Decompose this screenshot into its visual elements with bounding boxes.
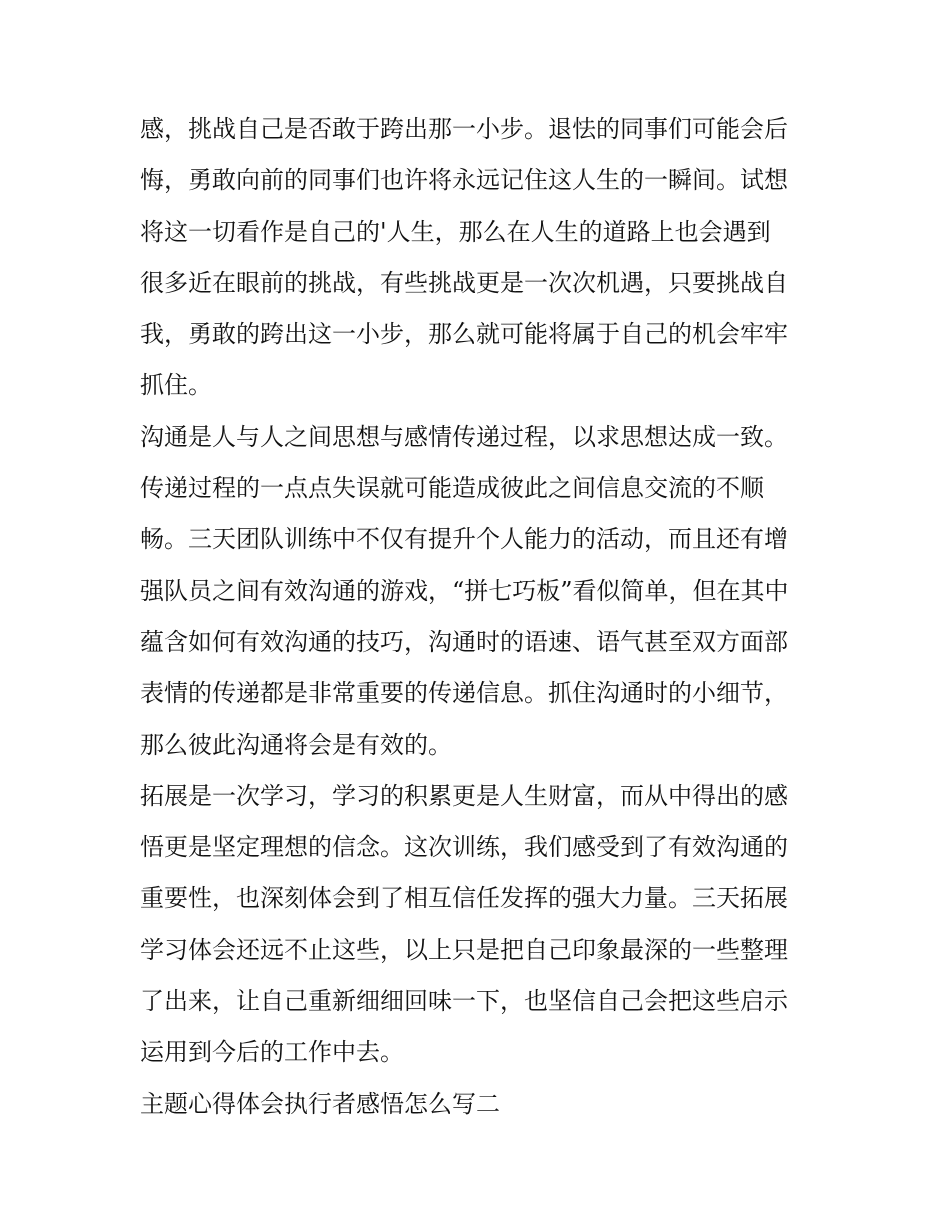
text-line: 沟通是人与人之间思想与感情传递过程，以求思想达成一致。	[140, 422, 788, 451]
text-line: 学习体会还远不止这些，以上只是把自己印象最深的一些整理	[140, 935, 788, 964]
text-line: 很多近在眼前的挑战，有些挑战更是一次次机遇，只要挑战自	[140, 268, 788, 297]
text-line: 将这一切看作是自己的'人生，那么在人生的道路上也会遇到	[140, 217, 771, 246]
text-line: 了出来，让自己重新细细回味一下，也坚信自己会把这些启示	[140, 987, 788, 1016]
text-line: 那么彼此沟通将会是有效的。	[140, 730, 452, 759]
text-line: 我，勇敢的跨出这一小步，那么就可能将属于自己的机会牢牢	[140, 320, 788, 349]
text-line: 畅。三天团队训练中不仅有提升个人能力的活动，而且还有增	[140, 525, 788, 554]
text-line: 强队员之间有效沟通的游戏，“拼七巧板”看似简单，但在其中	[140, 576, 789, 605]
body-text	[140, 104, 820, 1130]
text-line: 拓展是一次学习，学习的积累更是人生财富，而从中得出的感	[140, 781, 788, 810]
text-line: 重要性，也深刻体会到了相互信任发挥的强大力量。三天拓展	[140, 884, 788, 913]
text-line: 悟更是坚定理想的信念。这次训练，我们感受到了有效沟通的	[140, 833, 788, 862]
text-line: 蕴含如何有效沟通的技巧，沟通时的语速、语气甚至双方面部	[140, 627, 788, 656]
section-heading: 主题心得体会执行者感悟怎么写二	[140, 1089, 500, 1118]
text-line: 悔，勇敢向前的同事们也许将永远记住这人生的一瞬间。试想	[140, 166, 788, 195]
text-line: 感，挑战自己是否敢于跨出那一小步。退怯的同事们可能会后	[140, 115, 788, 143]
text-line: 抓住。	[140, 371, 212, 400]
text-line: 表情的传递都是非常重要的传递信息。抓住沟通时的小细节，	[140, 679, 788, 708]
text-line: 传递过程的一点点失误就可能造成彼此之间信息交流的不顺	[140, 474, 764, 503]
text-line: 运用到今后的工作中去。	[140, 1038, 404, 1067]
